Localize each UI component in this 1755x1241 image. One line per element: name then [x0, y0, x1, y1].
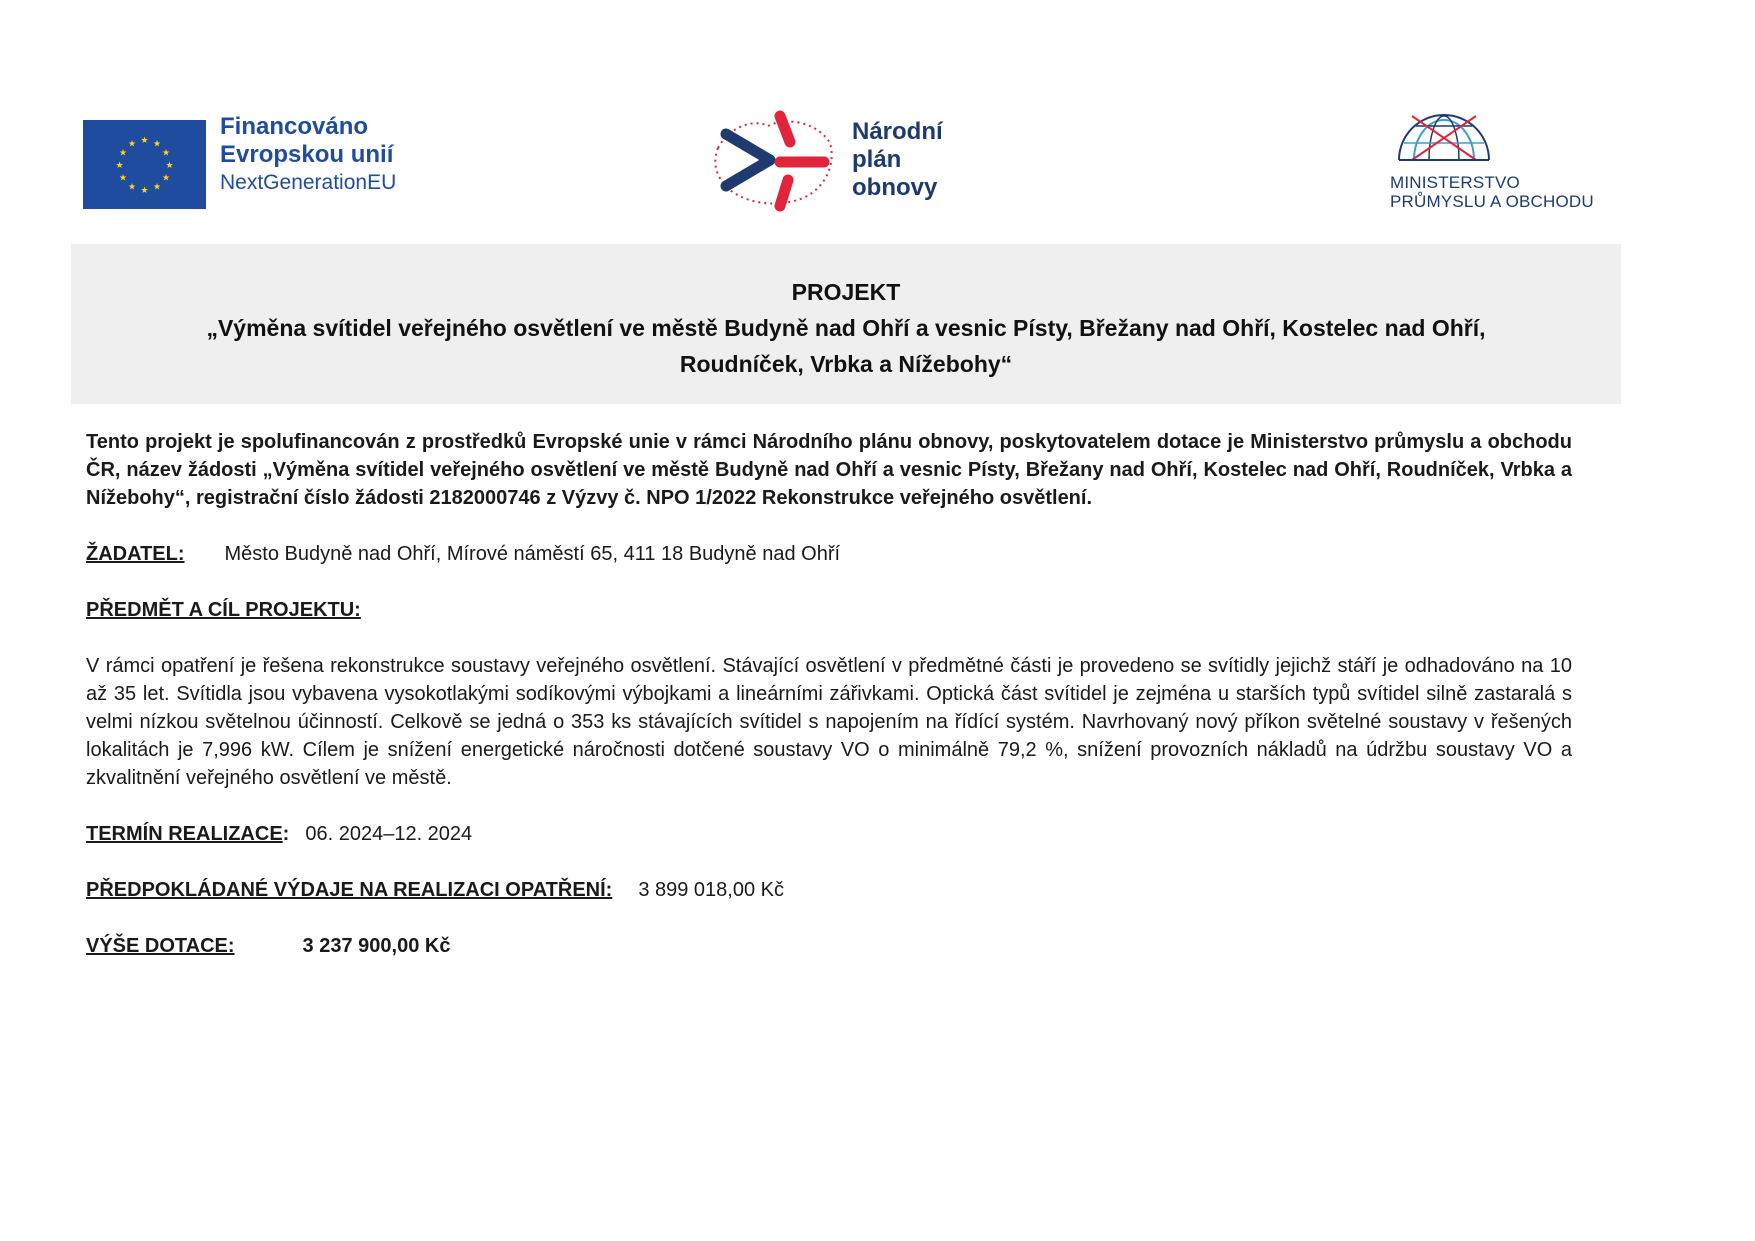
svg-text:★: ★ [152, 182, 162, 193]
subsidy-label: VÝŠE DOTACE: [86, 935, 235, 957]
intro-paragraph: Tento projekt je spolufinancován z prostředků Evropské unie v rámci Národního plánu obnovy, poskytovatelem dotace je Ministerstvo průmyslu a obchodu ČR, název žádosti „Výměna svítidel veřejného osvětlení ve městě Budyně nad Ohří a vesnic Písty, Břežany nad Ohří, Kostelec nad Ohří, Roudníček, Vrbka a Nížebohy“, registrační číslo žádosti 2182000746 z Výzvy č. NPO 1/2022 Rekonstrukce veřejného osvětlení. [86, 431, 1572, 509]
banner-heading: PROJEKT [791, 279, 901, 305]
term-colon: : [282, 823, 290, 845]
npo-logo-line1: Národní [852, 118, 943, 145]
applicant-label: ŽADATEL: [86, 543, 185, 565]
svg-text:★: ★ [161, 173, 171, 184]
term-label: TERMÍN REALIZACE [86, 823, 283, 845]
eu-logo-line3: NextGenerationEU [220, 171, 397, 194]
expenses-label: PŘEDPOKLÁDANÉ VÝDAJE NA REALIZACI OPATŘENÍ: [86, 879, 613, 901]
svg-text:★: ★ [140, 136, 149, 146]
svg-text:★: ★ [161, 148, 171, 159]
subsidy-value: 3 237 900,00 Kč [302, 935, 451, 957]
mpo-logo [1390, 108, 1620, 211]
eu-logo-line2: Evropskou unií [220, 141, 394, 168]
mpo-logo-line1: MINISTERSTVO [1390, 173, 1520, 192]
npo-logo-line2: plán [852, 146, 902, 173]
svg-text:★: ★ [127, 182, 137, 193]
svg-text:★: ★ [118, 148, 128, 159]
svg-text:★: ★ [165, 161, 174, 171]
mpo-globe-icon [1394, 108, 1494, 166]
eu-flag-icon [83, 120, 206, 209]
project-banner [71, 244, 1621, 404]
svg-text:★: ★ [152, 139, 162, 150]
expenses-row [86, 876, 1572, 904]
npo-mark-icon [708, 108, 838, 212]
expenses-value: 3 899 018,00 Kč [638, 879, 785, 901]
subject-label: PŘEDMĚT A CÍL PROJEKTU: [86, 599, 361, 621]
document-body [86, 428, 1572, 960]
svg-text:★: ★ [127, 139, 137, 150]
banner-title: „Výměna svítidel veřejného osvětlení ve městě Budyně nad Ohří a vesnic Písty, Břežany nad Ohří, Kostelec nad Ohří, Roudníček, Vrbka a Nížebohy“ [206, 315, 1486, 377]
eu-logo [83, 113, 396, 209]
applicant-value: Město Budyně nad Ohří, Mírové náměstí 65, 411 18 Budyně nad Ohří [224, 543, 841, 565]
applicant-row [86, 540, 1572, 568]
mpo-logo-line2: PRŮMYSLU A OBCHODU [1390, 192, 1594, 211]
svg-text:★: ★ [140, 186, 149, 196]
subject-row [86, 596, 1572, 624]
term-row [86, 820, 1572, 848]
svg-text:★: ★ [118, 173, 128, 184]
npo-logo [708, 108, 943, 212]
term-value: 06. 2024–12. 2024 [305, 823, 473, 845]
subject-paragraph: V rámci opatření je řešena rekonstrukce soustavy veřejného osvětlení. Stávající osvětlení v předmětné části je provedeno se svítidly jejichž stáří je odhadováno na 10 až 35 let. Svítidla jsou vybavena vysokotlakými sodíkovými výbojkami a lineárními zářivkami. Optická část svítidel je zejména u starších typů svítidel silně zastaralá s velmi nízkou světelnou účinností. Celkově se jedná o 353 ks stávajících svítidel s napojením na řídící systém. Navrhovaný nový příkon světelné soustavy v řešených lokalitách je 7,996 kW. Cílem je snížení energetické náročnosti dotčené soustavy VO o minimálně 79,2 %, snížení provozních nákladů na údržbu soustavy VO a zkvalitnění veřejného osvětlení ve městě. [86, 655, 1572, 789]
npo-logo-line3: obnovy [852, 174, 938, 201]
eu-logo-line1: Financováno [220, 113, 369, 140]
subsidy-row [86, 932, 1572, 960]
svg-text:★: ★ [115, 161, 124, 171]
